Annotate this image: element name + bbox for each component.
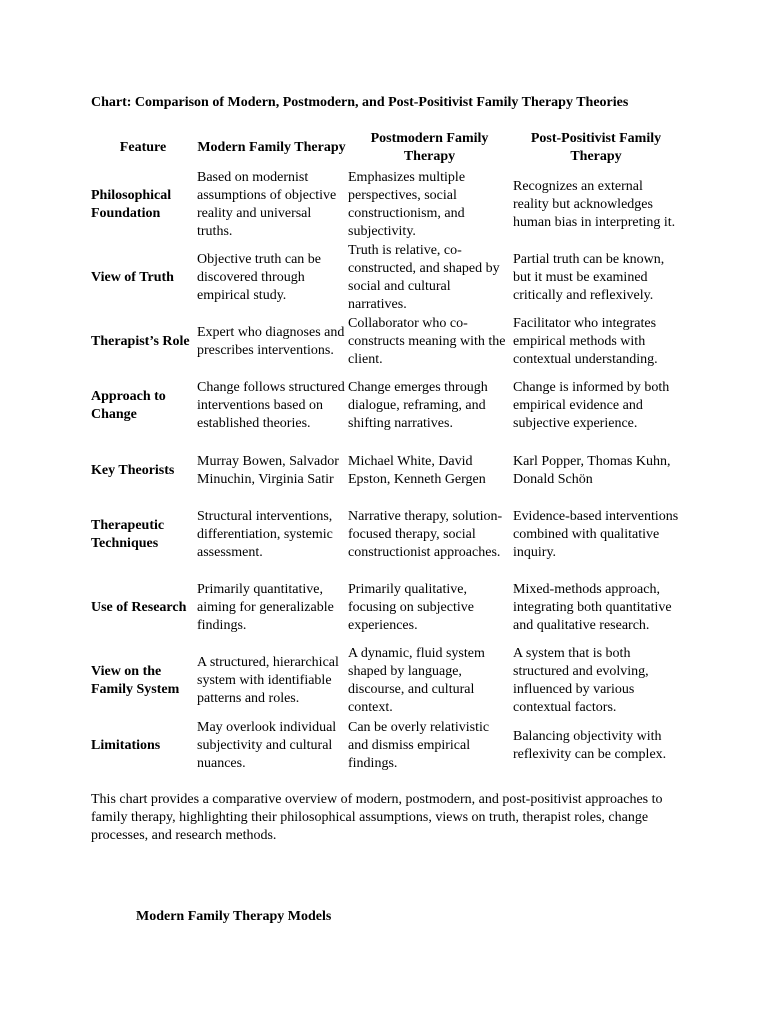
postmodern-cell: Change emerges through dialogue, reframing, and shifting narratives.	[348, 380, 488, 431]
modern-cell: Based on modernist assumptions of objective reality and universal truths.	[197, 169, 337, 239]
postmodern-cell: Primarily qualitative, focusing on subjective experiences.	[348, 582, 474, 633]
modern-cell: May overlook individual subjectivity and cultural nuances.	[197, 720, 337, 771]
modern-cell: Murray Bowen, Salvador Minuchin, Virginia Satir	[197, 453, 339, 487]
post-positivist-cell: Change is informed by both empirical evidence and subjective experience.	[513, 380, 670, 431]
post-positivist-cell: Karl Popper, Thomas Kuhn, Donald Schön	[513, 453, 671, 487]
section-heading: Modern Family Therapy Models	[136, 909, 332, 924]
postmodern-cell: Can be overly relativistic and dismiss empirical findings.	[348, 720, 490, 771]
post-positivist-cell: Evidence-based interventions combined with qualitative inquiry.	[513, 509, 679, 560]
table-row	[89, 241, 679, 314]
document-title: Chart: Comparison of Modern, Postmodern, and Post-Positivist Family Therapy Theories	[91, 95, 629, 110]
modern-cell: A structured, hierarchical system with identifiable patterns and roles.	[197, 655, 339, 706]
row-feature-cell: Philosophical Foundation	[91, 187, 172, 221]
row-feature-cell: Use of Research	[91, 600, 187, 615]
post-positivist-cell: Partial truth can be known, but it must be examined critically and reflexively.	[513, 251, 665, 303]
header-feature: Feature	[119, 140, 167, 155]
row-feature-cell: View of Truth	[91, 269, 174, 285]
modern-cell: Change follows structured interventions based on established theories.	[197, 380, 345, 431]
post-positivist-cell: Facilitator who integrates empirical methods with contextual understanding.	[513, 315, 658, 367]
table-header-row	[89, 128, 679, 168]
header-modern: Modern Family Therapy	[197, 140, 346, 155]
header-post-positivist: Post-Positivist Family Therapy	[530, 131, 662, 164]
row-feature-cell: Therapeutic Techniques	[91, 518, 165, 551]
postmodern-cell: Emphasizes multiple perspectives, social constructionism, and subjectivity.	[348, 169, 466, 239]
table-row	[89, 168, 679, 241]
row-feature-cell: Approach to Change	[91, 389, 166, 422]
row-feature-cell: View on the Family System	[91, 664, 180, 697]
postmodern-cell: Michael White, David Epston, Kenneth Gergen	[348, 453, 486, 487]
postmodern-cell: Narrative therapy, solution-focused therapy, social constructionist approaches.	[348, 509, 503, 560]
table-row	[89, 572, 679, 644]
postmodern-cell: A dynamic, fluid system shaped by language, discourse, and cultural context.	[348, 646, 485, 715]
table-row	[89, 498, 679, 572]
modern-cell: Objective truth can be discovered through empirical study.	[197, 251, 322, 303]
table-row	[89, 369, 679, 443]
postmodern-cell: Truth is relative, co-constructed, and shaped by social and cultural narratives.	[348, 242, 500, 312]
post-positivist-cell: A system that is both structured and evolving, influenced by various contextual factors.	[513, 646, 649, 715]
modern-cell: Expert who diagnoses and prescribes interventions.	[197, 324, 345, 358]
row-feature-cell: Limitations	[91, 738, 161, 753]
comparison-table	[89, 128, 679, 774]
summary-paragraph: This chart provides a comparative overview of modern, postmodern, and post-positivist approaches to family therapy, highlighting their philosophical assumptions, views on truth, therapist roles, change processes, and research methods.	[91, 792, 663, 843]
post-positivist-cell: Mixed-methods approach, integrating both quantitative and qualitative research.	[513, 582, 672, 633]
table-row	[89, 644, 679, 718]
table-row	[89, 718, 679, 774]
table-row	[89, 314, 679, 369]
row-feature-cell: Therapist’s Role	[91, 333, 190, 349]
post-positivist-cell: Balancing objectivity with reflexivity can be complex.	[513, 729, 667, 762]
header-postmodern: Postmodern Family Therapy	[370, 131, 489, 164]
modern-cell: Primarily quantitative, aiming for generalizable findings.	[197, 582, 334, 633]
row-feature-cell: Key Theorists	[91, 462, 175, 478]
table-row	[89, 443, 679, 498]
postmodern-cell: Collaborator who co-constructs meaning with the client.	[348, 315, 506, 367]
modern-cell: Structural interventions, differentiation, systemic assessment.	[197, 509, 333, 560]
post-positivist-cell: Recognizes an external reality but acknowledges human bias in interpreting it.	[513, 178, 676, 230]
